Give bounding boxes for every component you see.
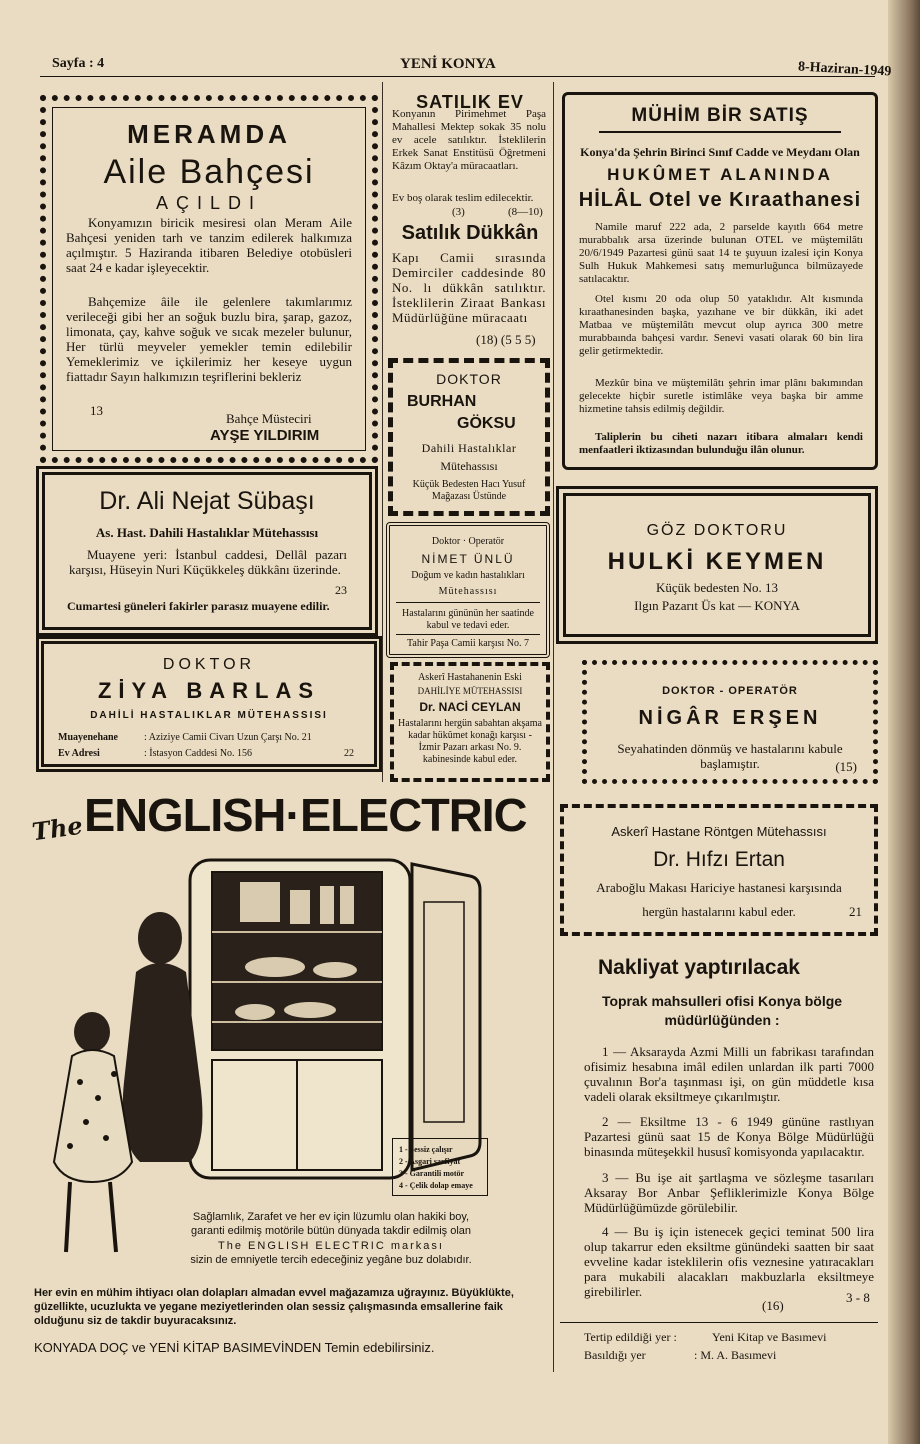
nigar-name: NİGÂR ERŞEN: [638, 707, 822, 729]
page-edge-shadow: [888, 0, 920, 1444]
english-brand-line: The ENGLISH ELECTRIC markası: [218, 1240, 444, 1252]
nigar-role: DOKTOR - OPERATÖR: [662, 685, 798, 697]
nimet-role: Doktor · Operatör: [431, 536, 505, 547]
nigar-ref: (15): [835, 759, 857, 774]
meram-paragraph-1: Konyamızın biricik mesiresi olan Meram Aile Bahçesi yeniden tarh ve tanzim edilerek halkımıza açılmıştır. 5 Haziranda itibaren Belediye otobüsleri saat 24 e kadar işleyecektir.: [66, 215, 352, 275]
nakliyat-ref-2: 3 - 8: [846, 1290, 870, 1305]
burhan-addr-2: Mağazası Üstünde: [431, 491, 507, 502]
hifzi-line-1: Askerî Hastane Röntgen Mütehassısı: [611, 824, 827, 839]
burhan-addr-1: Küçük Bedesten Hacı Yusuf: [412, 479, 526, 490]
meram-ad: [40, 95, 378, 463]
girl-figure-head: [74, 1012, 110, 1052]
issue-date: 8-Haziran-1949: [797, 59, 892, 80]
ziya-ev-label: Ev Adresi: [58, 748, 100, 759]
header-rule: [40, 76, 875, 77]
nakliyat-paragraph-4: 4 — Bu iş için istenecek geçici teminat 500 lira olup takarrur eden eksiltme günündeki saatten bir saat evveline kadar isteklilerin ofis veznesine yatıracakları para mukabili alacakları makbuzlarla eksiltmeye girebilirler.: [584, 1224, 874, 1299]
meram-title: MERAMDA: [127, 119, 291, 149]
naci-ceylan-ad: [390, 662, 550, 782]
meram-sign-name: AYŞE YILDIRIM: [210, 427, 320, 444]
naci-line-2: DAHİLİYE MÜTEHASSISI: [417, 686, 523, 696]
meram-ref-number: 13: [90, 403, 103, 418]
nakliyat-ref-1: (16): [762, 1298, 784, 1313]
muhim-title-rule: [599, 131, 841, 133]
burhan-spec-2: Mütehassısı: [440, 459, 498, 473]
hulki-addr-1: Küçük bedesten No. 13: [655, 580, 779, 595]
muhim-line-2: HUKÛMET ALANINDA: [607, 165, 833, 184]
hifzi-line-2: Araboğlu Makası Hariciye hastanesi karşısında: [596, 880, 842, 895]
column-rule-left: [382, 82, 383, 782]
nimet-spec-2: Mütehassısı: [438, 586, 498, 597]
ziya-spec: DAHİLİ HASTALIKLAR MÜTEHASSISI: [90, 710, 328, 721]
feature-4: 4 - Çelik dolap emaye: [399, 1181, 473, 1190]
ziya-barlas-ad: [36, 636, 382, 772]
page-number: Sayfa : 4: [52, 56, 105, 71]
hifzi-name: Dr. Hıfzı Ertan: [653, 848, 785, 871]
ziya-mua: : Aziziye Camii Civarı Uzun Çarşı No. 21: [144, 732, 312, 743]
burhan-goksu-ad: [388, 358, 550, 516]
ziya-name: ZİYA BARLAS: [97, 678, 321, 703]
nejat-subasi-ad: [36, 466, 378, 636]
nakliyat-paragraph-3: 3 — Bu işe ait şartlaşma ve sözleşme tasarıları Aksaray Bor Anbar Şefliklerimizle Konya Bölge Müdürlüğümüzde görülebilir.: [584, 1170, 874, 1215]
muhim-line-1: Konya'da Şehrin Birinci Sınıf Cadde ve Meydanı Olan: [580, 145, 860, 159]
burhan-name-1: BURHAN: [407, 393, 477, 410]
nimet-unlu-ad: [386, 522, 550, 658]
nakliyat-paragraph-1: 1 — Aksarayda Azmi Milli un fabrikası tarafından ofisimiz hesabına imâl edilen unlardan ilk parti 7000 çuvalının Bor'a taşınması işi, on gün müddetle kısa vadeli olarak eksiltmeye çıkarılmıştır.: [584, 1044, 874, 1104]
ziya-mua-label: Muayenehane: [58, 732, 118, 743]
hulki-addr-2: Ilgın Pazarıt Üs kat — KONYA: [634, 598, 800, 613]
naci-paragraph: Hastalarını hergün sabahtan akşama kadar hükûmet konağı karşısı - İzmir Pazarı arkası No. 9. kabinesinde kabul eder.: [398, 718, 542, 765]
woman-figure-head: [138, 912, 182, 964]
dukkan-body: Kapı Camii sırasında Demirciler caddesinde 80 No. lı dükkân satılıktır. İsteklilerin Ziraat Bankası Müdürlüğüne müracaatı: [392, 250, 546, 325]
nimet-name: NİMET ÜNLÜ: [421, 552, 515, 566]
nakliyat-subtitle: Toprak mahsulleri ofisi Konya bölge müdürlüğünden :: [601, 993, 843, 1028]
naci-name: Dr. NACİ CEYLAN: [419, 700, 521, 714]
feature-1: 1 - Sessiz çalışır: [399, 1145, 453, 1154]
english-features-box: [392, 1138, 488, 1196]
english-paragraph-1b: sizin de emniyetle tercih edeceğiniz yegâne buz dolabıdır.: [190, 1254, 472, 1266]
ziya-doktor: DOKTOR: [162, 656, 256, 673]
imprint-value-1: Yeni Kitap ve Basımevi: [712, 1330, 827, 1344]
fridge-door: [412, 864, 480, 1170]
nimet-rule: [396, 602, 540, 603]
satilik-ev-body-2: Ev boş olarak teslim edilecektir.: [392, 192, 534, 204]
nimet-rule-2: [396, 634, 540, 635]
nejat-note: Cumartesi güneleri fakirler parasız muayene edilir.: [67, 599, 330, 613]
ziya-ref-number: 22: [344, 748, 354, 759]
newspaper-title: YENİ KONYA: [400, 56, 496, 72]
muhim-paragraph-3: Mezkûr bina ve müştemilâtı şehrin imar plânı bakımından gelecekte hiçbir suretle istimlâke veya başka bir amme hizmetine tahsis edilmiş değildir.: [579, 377, 863, 415]
imprint-label-1: Tertip edildiği yer :: [584, 1330, 677, 1344]
muhim-line-3: HİLÂL Otel ve Kıraathanesi: [578, 189, 862, 211]
nimet-spec-1: Doğum ve kadın hastalıkları: [411, 570, 525, 581]
column-rule-right: [553, 82, 554, 1372]
hifzi-line-3: hergün hastalarını kabul eder.: [642, 904, 796, 919]
muhim-paragraph-4: Taliplerin bu ciheti nazarı itibara almaları kendi menfaatleri iktizasından bulunduğu ilân olunur.: [579, 431, 863, 456]
feature-2: 2 - Asgari sarfiyat: [399, 1157, 461, 1166]
dukkan-title: Satılık Dükkân: [401, 222, 539, 244]
nejat-paragraph: Muayene yeri: İstanbul caddesi, Dellâl pazarı karşısı, Hüseyin Nuri Küçükkeleş dükkânı üzerinde.: [69, 547, 347, 577]
hifzi-ertan-ad: [560, 804, 878, 936]
hulki-top: GÖZ DOKTORU: [646, 522, 788, 539]
meram-paragraph-2: Bahçemize âile ile gelenlere takımlarımız verileceği gibi her an soğuk buzlu bira, şarap, gazoz, limonata, çay, kahve soğuk ve sıcak mezeler bulunur, Her türlü meyveler yemekler temin edilebilir Yemeklerimiz ve içkilerimiz her keseye uygun fiattadır Sayın halkımızın teşriflerini bekleriz: [66, 294, 352, 384]
nejat-name: Dr. Ali Nejat Sübaşı: [99, 487, 315, 515]
nigar-paragraph: Seyahatinden dönmüş ve hastalarını kabule başlamıştır.: [617, 741, 843, 771]
ziya-ev: : İstasyon Caddesi No. 156: [144, 748, 253, 759]
hifzi-ref-number: 21: [849, 904, 862, 919]
english-title: ENGLISH·ELECTRIC: [84, 789, 527, 841]
nigar-ersen-ad: [582, 660, 878, 784]
meram-subtitle: Aile Bahçesi: [103, 153, 315, 191]
nakliyat-title: Nakliyat yaptırılacak: [598, 956, 800, 979]
muhim-satis-ad: [562, 92, 878, 470]
dukkan-ref: (18) (5 5 5): [476, 332, 536, 347]
burhan-spec-1: Dahili Hastalıklar: [421, 441, 517, 455]
girl-figure-dress: [54, 1050, 132, 1182]
nejat-spec: As. Hast. Dahili Hastalıklar Mütehassısı: [95, 525, 319, 540]
english-paragraph-2: Her evin en mühim ihtiyacı olan dolapları almadan evvel mağazamıza uğrayınız. Büyüklükte, güzellikte, ucuzlukta ve yegane meziyetlerinden olan sessiz çalışmasında emsallerine faik olduğunu siz de takdir buyuracaksınız.: [34, 1287, 514, 1327]
imprint-label-2: Basıldığı yer: [584, 1348, 646, 1362]
burhan-doktor: DOKTOR: [436, 371, 502, 387]
english-the: The: [30, 810, 85, 847]
muhim-paragraph-1: Namile maruf 222 ada, 2 parselde kayıtlı 664 metre murabbalık arsa üzerinde bulunan OTEL ve müştemilâtı 20/6/1949 Pazartesi günü saat 14 te şuyuun izalesi için Konya Sulh Hukuk Mahkemesi satış memurluğunca bilmüzayede satılacaktır.: [579, 221, 863, 285]
english-paragraph-3: KONYADA DOÇ ve YENİ KİTAP BASIMEVİNDEN Temin edebilirsiniz.: [34, 1340, 435, 1355]
nimet-addr: Tahir Paşa Camii karşısı No. 7: [406, 638, 530, 649]
satilik-ev-body: Konyanın Pirimehmet Paşa Mahallesi Mektep sokak 35 nolu ev acele satılıktır. İsteklilerin Erkek Sanat Enstitüsü Öğretmeni Kâzım Oktay'a müracaatları.: [392, 108, 546, 172]
burhan-name-2: GÖKSU: [457, 415, 516, 432]
satilik-ev-ref-2: (8—10): [508, 206, 543, 218]
feature-3: 3 - Garantili motör: [399, 1169, 465, 1178]
hulki-keymen-ad: [556, 486, 878, 644]
meram-opened: AÇILDI: [155, 193, 263, 213]
nimet-paragraph: Hastalarını gününün her saatinde kabul ve tedavi eder.: [402, 608, 534, 631]
nakliyat-paragraph-2: 2 — Eksiltme 13 - 6 1949 gününe rastlıyan Pazartesi günü saat 15 de Konya Bölge Müdürlüğü binasında müteşekkil hususî komisyonda yapılacaktır.: [584, 1114, 874, 1159]
naci-line-1: Askerî Hastahanenin Eski: [418, 672, 522, 683]
satilik-ev-title: SATILIK EV: [416, 92, 524, 112]
muhim-title: MÜHİM BİR SATIŞ: [631, 105, 809, 126]
meram-sign-label: Bahçe Müsteciri: [226, 411, 312, 426]
muhim-paragraph-2: Otel kısmı 20 oda olup 50 yataklıdır. Alt kısmında kıraathanesinden başka, yazıhane ve bir dükkân, iki adet Matbaa ve müştemilâtı mevcut olup ayrıca 300 metre murabbaında bahçesi vardır. Senevi vasati olarak 60 bin lira gelir getirmektedir.: [579, 293, 863, 357]
imprint-value-2: : M. A. Basımevi: [694, 1348, 777, 1362]
satilik-ev-ref-1: (3): [452, 206, 465, 218]
nejat-ref-number: 23: [335, 583, 347, 597]
imprint-rule: [560, 1322, 878, 1323]
english-paragraph-1: Sağlamlık, Zarafet ve her ev için lüzumlu olan hakiki boy, garanti edilmiş motörile bütün dünyada takdir edilmiş olan: [190, 1211, 472, 1237]
hulki-name: HULKİ KEYMEN: [607, 548, 827, 575]
